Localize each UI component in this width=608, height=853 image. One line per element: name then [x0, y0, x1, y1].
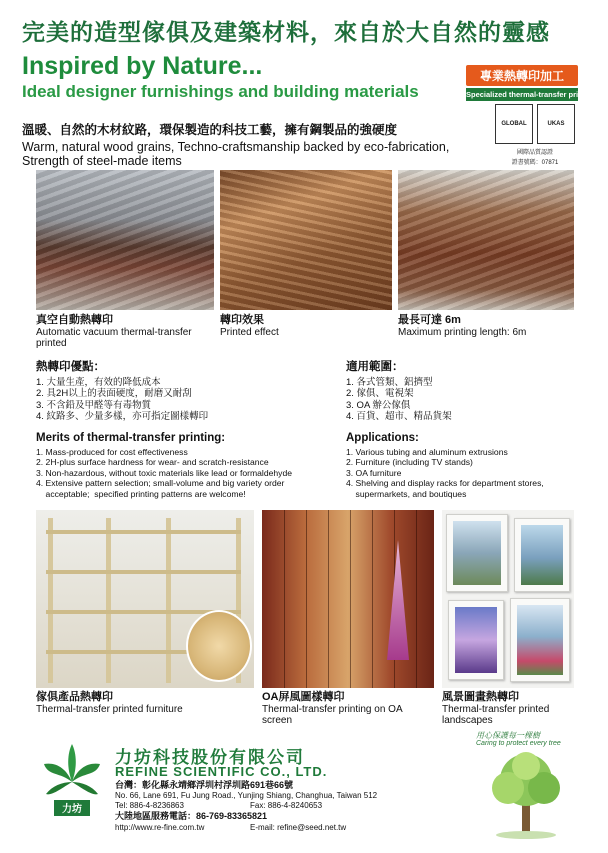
page-title-en: Inspired by Nature... — [22, 52, 263, 80]
page-title-cn: 完美的造型傢俱及建築材料，來自於大自然的靈感 — [22, 19, 550, 45]
merits-en-block — [36, 433, 342, 499]
service-badge — [466, 65, 597, 101]
merits-cn-heading: 熱轉印優點： — [36, 361, 105, 373]
photo-caption — [36, 315, 214, 350]
merits-en-heading: Merits of thermal-transfer printing: — [36, 432, 226, 444]
address-en: No. 66, Lane 691, Fu Jung Road., Yunjing Shiang, Changhua, Taiwan 512 — [115, 791, 378, 800]
list-item: 4. Extensive pattern selection; small-volume and big variety order — [36, 478, 285, 488]
logo-text: 力坊 — [62, 804, 82, 815]
caption-cn: OA屏風圖樣轉印 — [262, 691, 345, 703]
list-item: 1. 各式管類、鋁擠型 — [346, 376, 433, 388]
caption-en: Thermal-transfer printing on OA screen — [262, 703, 403, 726]
list-item: acceptable; specified printing patterns are welcome! — [36, 488, 246, 499]
list-item: 4. 百貨、超市、精品貨架 — [346, 411, 452, 422]
caption-cn: 最長可達 6m — [398, 314, 461, 326]
list-item: 2. 傢俱、電視架 — [346, 388, 414, 399]
photo-caption — [262, 692, 434, 727]
china-service-phone: 大陸地區服務電話：86-769-83365821 — [115, 811, 268, 821]
cert-caption: 國際品質認證 — [516, 150, 553, 156]
landscapes-photo — [442, 510, 574, 688]
applications-en-block — [346, 433, 580, 499]
merits-cn-block — [36, 362, 336, 423]
list-item: 3. OA 辦公傢俱 — [346, 399, 411, 411]
list-item: 3. Non-hazardous, without toxic materials like lead or formaldehyde — [36, 467, 293, 478]
caption-en: Thermal-transfer printed landscapes — [442, 703, 550, 726]
list-item: 1. Mass-produced for cost effectiveness — [36, 446, 188, 457]
list-item: 2. 具2H以上的表面硬度，耐磨又耐刮 — [36, 388, 192, 399]
address-cn: 台灣：彰化縣永靖鄉浮圳村浮圳路691巷66號 — [115, 780, 294, 790]
badge-label-en: Specialized thermal-transfer printing — [466, 90, 597, 99]
website-link[interactable]: http://www.re-fine.com.tw — [115, 823, 205, 832]
list-item: supermarkets, and boutiques — [346, 488, 467, 499]
list-item: 3. OA furniture — [346, 467, 402, 478]
global-cert-logo: GLOBAL — [495, 104, 533, 144]
caption-en: Automatic vacuum thermal-transfer printed — [36, 326, 192, 349]
intro-text — [22, 120, 462, 168]
photo-caption — [398, 315, 574, 338]
certification-block — [490, 104, 580, 170]
cert-number: 證書號碼：07871 — [511, 160, 559, 166]
applications-cn-block — [346, 362, 576, 423]
tree-icon — [470, 740, 582, 840]
list-item: 4. Shelving and display racks for department stores, — [346, 478, 544, 488]
printed-effect-photo — [220, 170, 392, 310]
intro-cn: 溫暖、自然的木材紋路，環保製造的科技工藝，擁有鋼製品的強硬度 — [22, 123, 398, 137]
caption-cn: 傢俱產品熱轉印 — [36, 691, 113, 703]
slogan-en: Caring to protect every tree — [476, 740, 561, 747]
slogan-cn: 用心保護每一棵樹 — [476, 731, 540, 740]
caption-en: Printed effect — [220, 326, 279, 338]
company-name-cn: 力坊科技股份有限公司 — [115, 748, 305, 767]
applications-cn-heading: 適用範圍： — [346, 361, 404, 373]
caption-cn: 風景圖畫熱轉印 — [442, 691, 519, 703]
vacuum-printing-photo — [36, 170, 214, 310]
badge-label-cn: 專業熱轉印加工 — [466, 65, 578, 86]
phone-number: Tel: 886-4-8236863 — [115, 801, 184, 810]
fax-number: Fax: 886-4-8240653 — [250, 801, 323, 810]
furniture-photo — [36, 510, 254, 688]
company-name-en: REFINE SCIENTIFIC CO., LTD. — [115, 764, 328, 779]
ukas-cert-logo: UKAS — [537, 104, 575, 144]
company-logo — [40, 742, 104, 824]
list-item: 2. 2H-plus surface hardness for wear- and scratch-resistance — [36, 457, 269, 467]
photo-caption — [442, 692, 582, 727]
list-item: 4. 紋路多、少量多樣，亦可指定圖樣轉印 — [36, 411, 209, 422]
photo-caption — [36, 692, 256, 715]
list-item: 2. Furniture (including TV stands) — [346, 457, 473, 467]
page-subtitle-en: Ideal designer furnishings and building materials — [22, 82, 419, 101]
printing-length-photo — [398, 170, 574, 310]
list-item: 1. Various tubing and aluminum extrusions — [346, 446, 508, 457]
caption-cn: 真空自動熱轉印 — [36, 314, 113, 326]
caption-en: Maximum printing length: 6m — [398, 326, 527, 338]
caption-cn: 轉印效果 — [220, 314, 264, 326]
intro-en: Warm, natural wood grains, Techno-craftsmanship backed by eco-fabrication, Strength of steel-made items — [22, 140, 450, 168]
list-item: 3. 不含鉛及甲醛等有毒物質 — [36, 399, 152, 411]
applications-en-heading: Applications: — [346, 432, 419, 444]
oa-screen-photo — [262, 510, 434, 688]
list-item: 1. 大量生產，有效的降低成本 — [36, 376, 161, 388]
email-link[interactable]: E-mail: refine@seed.net.tw — [250, 823, 347, 832]
photo-caption — [220, 315, 392, 338]
caption-en: Thermal-transfer printed furniture — [36, 703, 183, 715]
